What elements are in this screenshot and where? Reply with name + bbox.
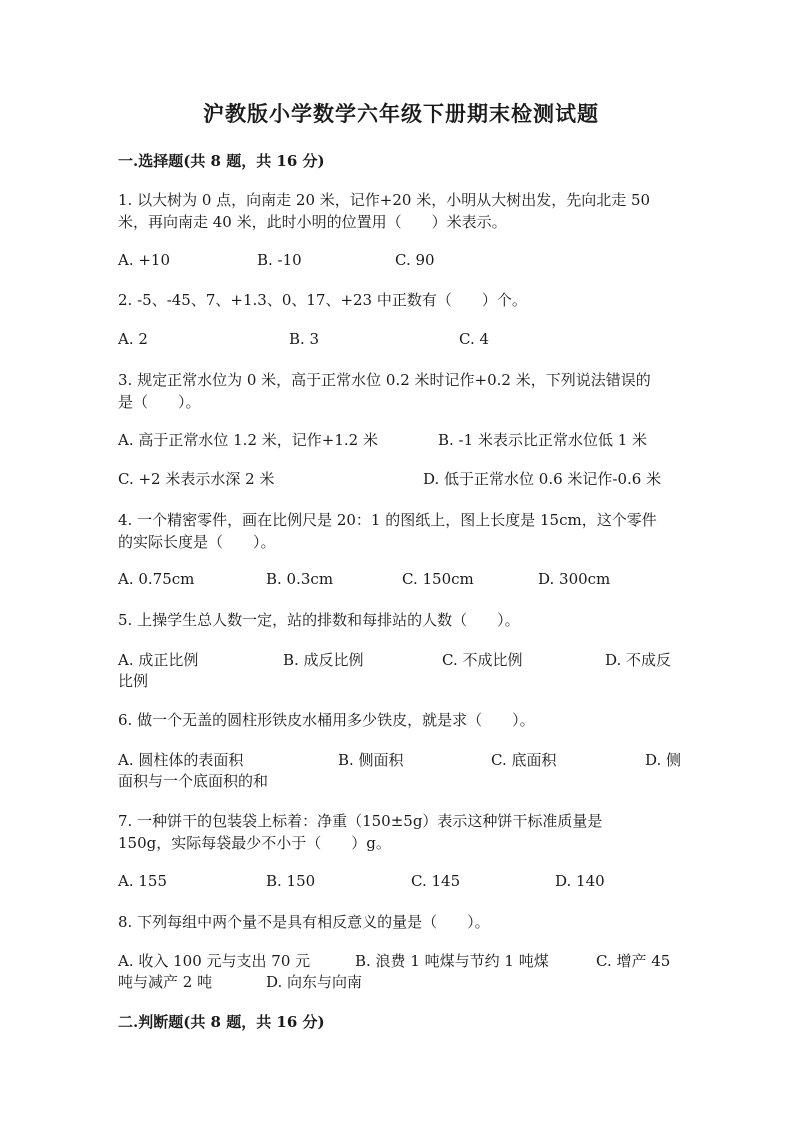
option-b: B. 侧面积 — [338, 751, 404, 769]
option-a: A. 2 — [118, 330, 148, 348]
option-a: A. 155 — [118, 872, 167, 890]
option-d-continued: 面积与一个底面积的和 — [118, 772, 269, 790]
question-text: 3. 规定正常水位为 0 米，高于正常水位 0.2 米时记作+0.2 米，下列说法错误的 — [118, 371, 651, 389]
question-text: 150g，实际每袋最少不小于（ ）g。 — [118, 834, 391, 852]
option-b: B. 3 — [289, 330, 320, 348]
option-c: C. 4 — [459, 330, 490, 348]
option-c: C. 底面积 — [491, 751, 557, 769]
option-b: B. 成反比例 — [283, 651, 364, 669]
option-d-continued: 比例 — [118, 672, 149, 690]
option-d: D. 140 — [555, 872, 605, 890]
option-b: B. 0.3cm — [266, 570, 334, 588]
question-text: 7. 一种饼干的包装袋上标着：净重（150±5g）表示这种饼干标准质量是 — [118, 812, 603, 830]
question-text: 4. 一个精密零件，画在比例尺是 20：1 的图纸上，图上长度是 15cm，这个零件 — [118, 511, 657, 529]
section-heading-judgement: 二.判断题(共 8 题，共 16 分) — [118, 1013, 325, 1031]
option-d: D. 300cm — [538, 570, 611, 588]
option-b: B. 150 — [266, 872, 316, 890]
option-b: B. -10 — [257, 251, 302, 269]
option-c: C. 150cm — [402, 570, 474, 588]
option-c: C. 不成比例 — [442, 651, 523, 669]
option-c: C. +2 米表示水深 2 米 — [118, 470, 275, 488]
question-text: 2. -5、-45、7、+1.3、0、17、+23 中正数有（ ）个。 — [118, 291, 527, 309]
option-a: A. 0.75cm — [118, 570, 195, 588]
option-a: A. 成正比例 — [118, 651, 199, 669]
question-text: 的实际长度是（ ）。 — [118, 533, 276, 551]
option-d: D. 低于正常水位 0.6 米记作-0.6 米 — [423, 470, 662, 488]
option-d: D. 不成反 — [605, 651, 672, 669]
question-text: 6. 做一个无盖的圆柱形铁皮水桶用多少铁皮，就是求（ ）。 — [118, 711, 535, 729]
option-c-continued: 吨与减产 2 吨 — [118, 973, 213, 991]
question-text: 1. 以大树为 0 点，向南走 20 米，记作+20 米，小明从大树出发，先向北走 50 — [118, 191, 651, 209]
question-text: 5. 上操学生总人数一定，站的排数和每排站的人数（ ）。 — [118, 611, 520, 629]
question-text: 8. 下列每组中两个量不是具有相反意义的量是（ ）。 — [118, 913, 490, 931]
option-a: A. +10 — [118, 251, 171, 269]
page-title: 沪教版小学数学六年级下册期末检测试题 — [203, 101, 599, 126]
option-a: A. 高于正常水位 1.2 米，记作+1.2 米 — [118, 431, 378, 449]
question-text: 是（ ）。 — [118, 393, 201, 411]
option-d: D. 侧 — [645, 751, 682, 769]
option-a: A. 收入 100 元与支出 70 元 — [118, 952, 311, 970]
option-c: C. 增产 45 — [596, 952, 671, 970]
option-d: D. 向东与向南 — [266, 973, 363, 991]
section-heading-choice: 一.选择题(共 8 题，共 16 分) — [118, 152, 325, 170]
option-b: B. -1 米表示比正常水位低 1 米 — [438, 431, 648, 449]
question-text: 米，再向南走 40 米，此时小明的位置用（ ）米表示。 — [118, 213, 507, 231]
option-c: C. 90 — [395, 251, 435, 269]
option-c: C. 145 — [411, 872, 461, 890]
option-a: A. 圆柱体的表面积 — [118, 751, 244, 769]
option-b: B. 浪费 1 吨煤与节约 1 吨煤 — [355, 952, 549, 970]
